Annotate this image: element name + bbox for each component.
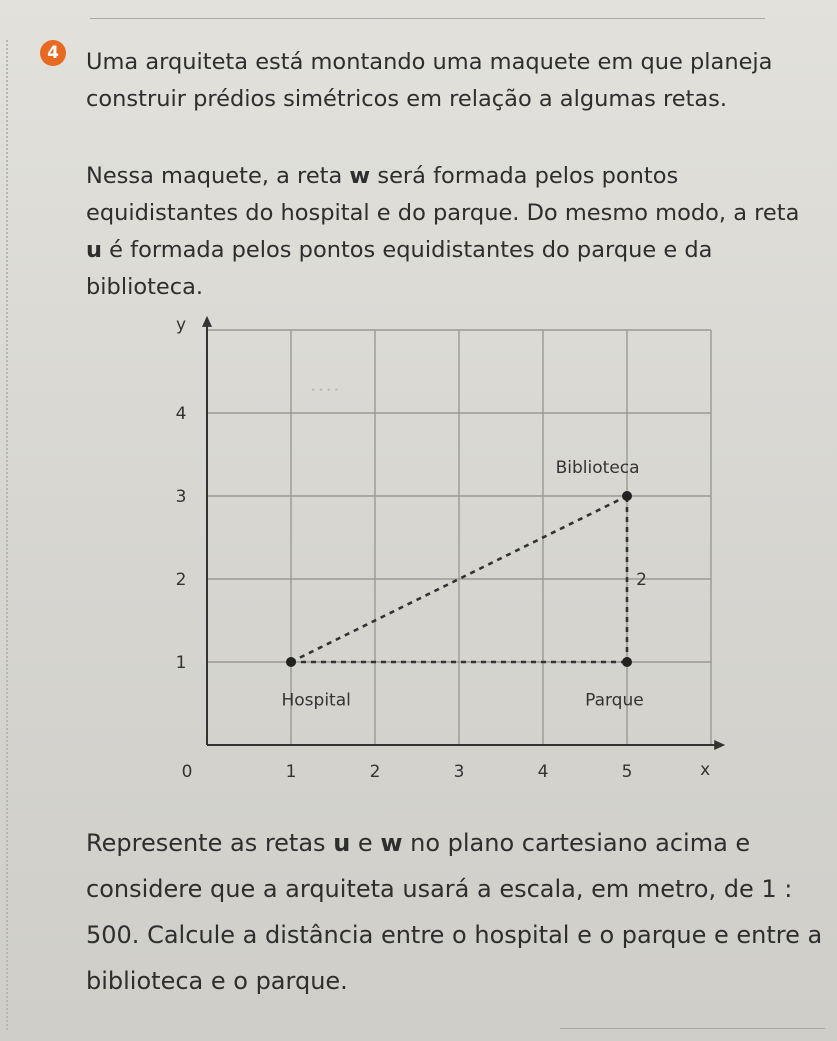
point-label-hospital: Hospital bbox=[281, 690, 351, 711]
page-edge bbox=[6, 40, 9, 1030]
tick-labels bbox=[176, 315, 711, 782]
x-tick-label: 0 bbox=[181, 762, 193, 782]
point-label-parque: Parque bbox=[585, 690, 644, 711]
grid-lines bbox=[207, 330, 711, 745]
line-w-label: w bbox=[349, 163, 371, 189]
text-fragment: e bbox=[350, 829, 381, 857]
cartesian-plane bbox=[150, 314, 730, 790]
x-tick-label: 2 bbox=[369, 762, 381, 782]
question-intro: Uma arquiteta está montando uma maquete em que planeja construir prédios simétricos em relação a algumas retas. bbox=[86, 49, 773, 112]
bottom-rule bbox=[560, 1028, 825, 1029]
y-tick-label: 2 bbox=[175, 570, 187, 590]
point-parque bbox=[622, 657, 632, 667]
y-tick-label: 4 bbox=[175, 404, 187, 424]
question-instruction bbox=[86, 820, 831, 1004]
question-number-badge: 4 bbox=[40, 40, 66, 66]
segment-length-label: 2 bbox=[636, 570, 648, 590]
point-hospital bbox=[286, 657, 296, 667]
text-fragment: Nessa maquete, a reta bbox=[86, 163, 350, 189]
text-fragment: no plano cartesiano acima e considere que a arquiteta usará a escala, em metro, de 1 : 500. Calcule a distância entre o hospital e o parque e entre a biblioteca e o parque. bbox=[86, 829, 823, 995]
y-axis-arrow bbox=[202, 316, 212, 327]
x-axis-label: x bbox=[700, 760, 711, 780]
text-fragment: será formada pelos pontos equidistantes do hospital e do parque. Do mesmo modo, a reta bbox=[86, 163, 800, 226]
line-u-label: u bbox=[333, 829, 351, 857]
x-tick-label: 3 bbox=[453, 762, 465, 782]
x-tick-label: 5 bbox=[621, 762, 633, 782]
x-tick-label: 1 bbox=[285, 762, 297, 782]
y-tick-label: 1 bbox=[175, 653, 187, 673]
x-axis-arrow bbox=[714, 740, 725, 750]
y-tick-label: 3 bbox=[175, 487, 187, 507]
workbook-page: ···· 4 Uma arquiteta está montando uma maquete em que planeja construir prédios simétricos em relação a algumas retas. Nessa maquete, a reta w será formada pelos pontos equidistantes do hospital e do parque. Do mesmo modo, a reta u é formada pelos pontos equidistantes do parque e da biblioteca. 0 1 2 3 4 5 1 2 3 4 x y 2 Hospital Parque Biblioteca Represente as retas u e w no plano cartesiano acima e considere que a arquiteta usará a escala, em metro, de 1 : 500. Calcule a distância entre o hospital e o parque e entre a biblioteca e o parque. bbox=[0, 0, 837, 1041]
question-paragraph-2 bbox=[86, 158, 821, 306]
text-fragment: é formada pelos pontos equidistantes do parque e da biblioteca. bbox=[86, 237, 713, 300]
top-rule bbox=[90, 18, 765, 19]
x-tick-label: 4 bbox=[537, 762, 549, 782]
y-axis-label: y bbox=[175, 314, 187, 335]
point-label-biblioteca: Biblioteca bbox=[555, 457, 640, 478]
line-w-label: w bbox=[380, 829, 403, 857]
axes bbox=[202, 316, 725, 750]
line-u-label: u bbox=[86, 237, 103, 263]
point-biblioteca bbox=[622, 491, 632, 501]
text-fragment: Represente as retas bbox=[86, 829, 334, 857]
